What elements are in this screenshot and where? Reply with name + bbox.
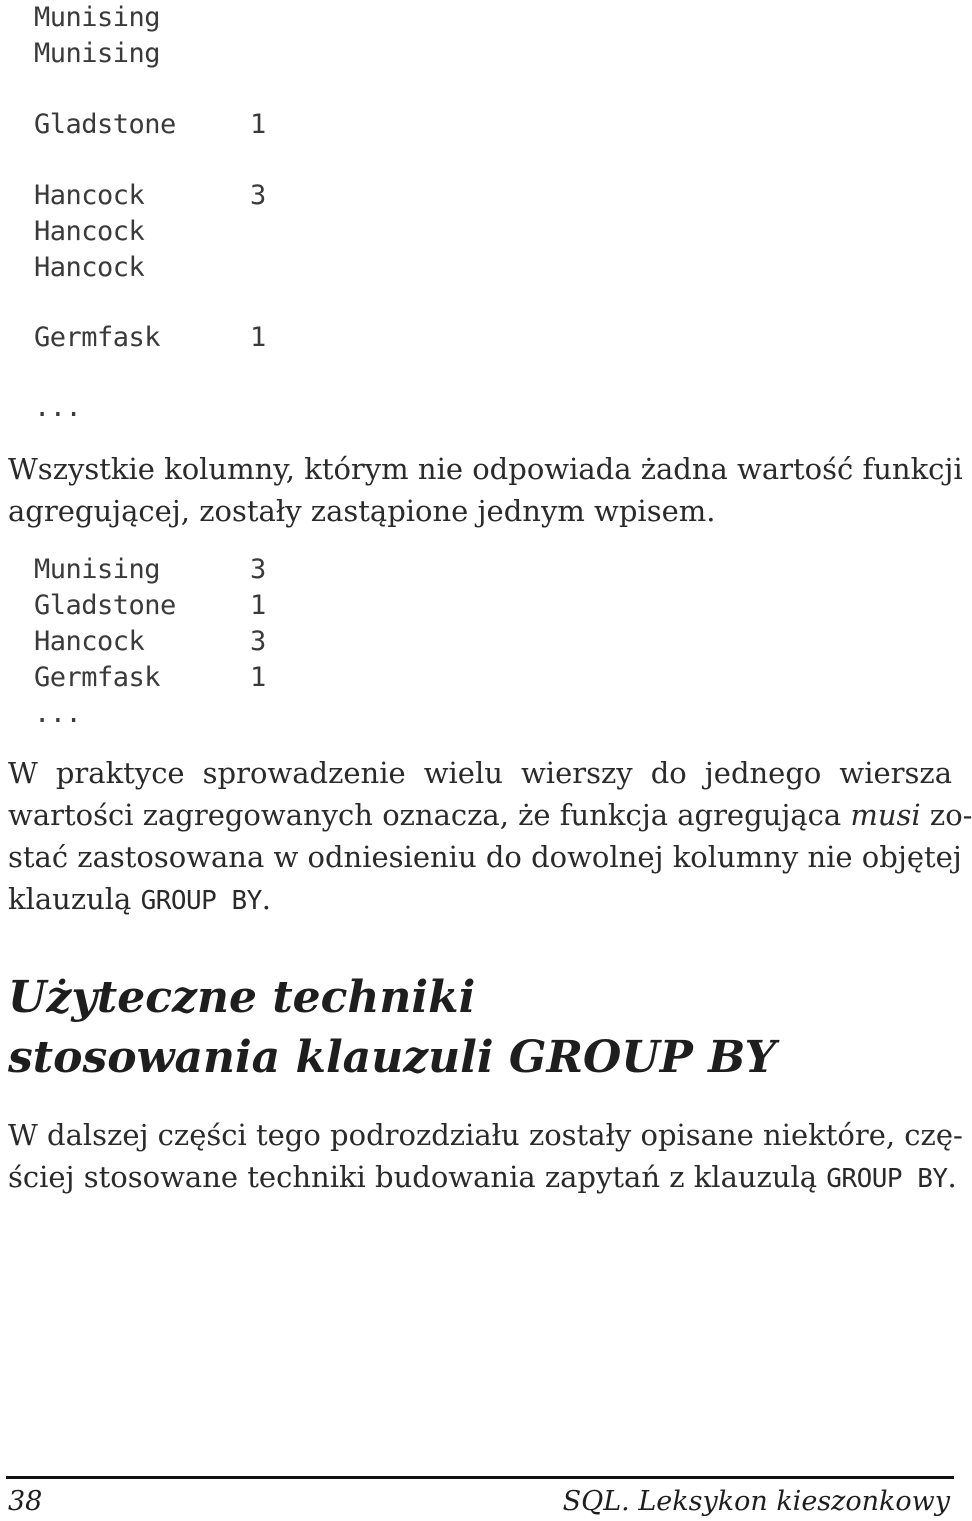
paragraph-line: agregującej, zostały zastąpione jednym wpisem. — [8, 494, 716, 528]
code-row — [34, 36, 160, 72]
page-number: 38 — [8, 1486, 43, 1517]
city-cell: Hancock — [34, 252, 145, 283]
city-cell: Munising — [34, 2, 161, 33]
text-run: . — [261, 882, 272, 916]
inline-code: GROUP BY — [140, 886, 262, 916]
paragraph-line: W dalszej części tego podrozdziału zostały opisane niektóre, czę- — [8, 1118, 963, 1152]
city-cell: Germfask — [34, 662, 161, 693]
city-cell: Hancock — [34, 216, 145, 247]
paragraph-line — [8, 1156, 957, 1200]
paragraph-aggregate-rule — [8, 752, 972, 922]
paragraph-line — [8, 794, 972, 836]
inline-code: GROUP BY — [826, 1164, 948, 1194]
count-cell: 3 — [250, 554, 266, 585]
count-cell: 3 — [250, 180, 266, 211]
code-row — [34, 624, 266, 660]
code-row — [34, 250, 144, 286]
section-heading — [8, 968, 952, 1088]
paragraph-explanation — [8, 448, 963, 532]
text-run: klauzulą — [8, 882, 141, 916]
city-cell: Gladstone — [34, 590, 176, 621]
text-run: wartości zagregowanych oznacza, że funkcja agregująca — [8, 798, 851, 832]
emphasis-text: musi — [850, 798, 921, 832]
count-cell: 3 — [250, 626, 266, 657]
heading-line: stosowania klauzuli GROUP BY — [8, 1032, 776, 1083]
footer-divider — [6, 1476, 954, 1479]
paragraph-line: stać zastosowana w odniesieniu do dowolnej kolumny nie objętej — [8, 840, 962, 874]
count-cell: 1 — [250, 662, 266, 693]
city-cell: Gladstone — [34, 109, 176, 140]
city-cell: Hancock — [34, 180, 145, 211]
city-cell: Munising — [34, 38, 161, 69]
heading-line: Użyteczne techniki — [8, 972, 476, 1023]
city-cell: Germfask — [34, 322, 161, 353]
text-run: . — [947, 1160, 957, 1194]
ellipsis-cell: ... — [34, 698, 82, 729]
code-row — [34, 320, 266, 356]
book-title: SQL. Leksykon kieszonkowy — [562, 1486, 950, 1517]
code-row — [34, 178, 266, 214]
city-cell: Munising — [34, 554, 161, 585]
ellipsis-cell: ... — [34, 392, 82, 423]
code-row — [34, 588, 266, 624]
code-row — [34, 696, 81, 732]
paragraph-section-intro — [8, 1114, 963, 1200]
code-row — [34, 0, 160, 36]
count-cell: 1 — [250, 322, 266, 353]
code-row — [34, 552, 266, 588]
code-row — [34, 214, 144, 250]
code-row — [34, 390, 81, 426]
paragraph-line: W praktyce sprowadzenie wielu wierszy do jednego wiersza — [8, 756, 952, 790]
code-row — [34, 107, 266, 143]
text-run: zo- — [920, 798, 972, 832]
count-cell: 1 — [250, 590, 266, 621]
text-run: ściej stosowane techniki budowania zapytań z klauzulą — [8, 1160, 827, 1194]
code-row — [34, 660, 266, 696]
paragraph-line: Wszystkie kolumny, którym nie odpowiada żadna wartość funkcji — [8, 452, 963, 486]
paragraph-line — [8, 878, 952, 922]
count-cell: 1 — [250, 109, 266, 140]
city-cell: Hancock — [34, 626, 145, 657]
